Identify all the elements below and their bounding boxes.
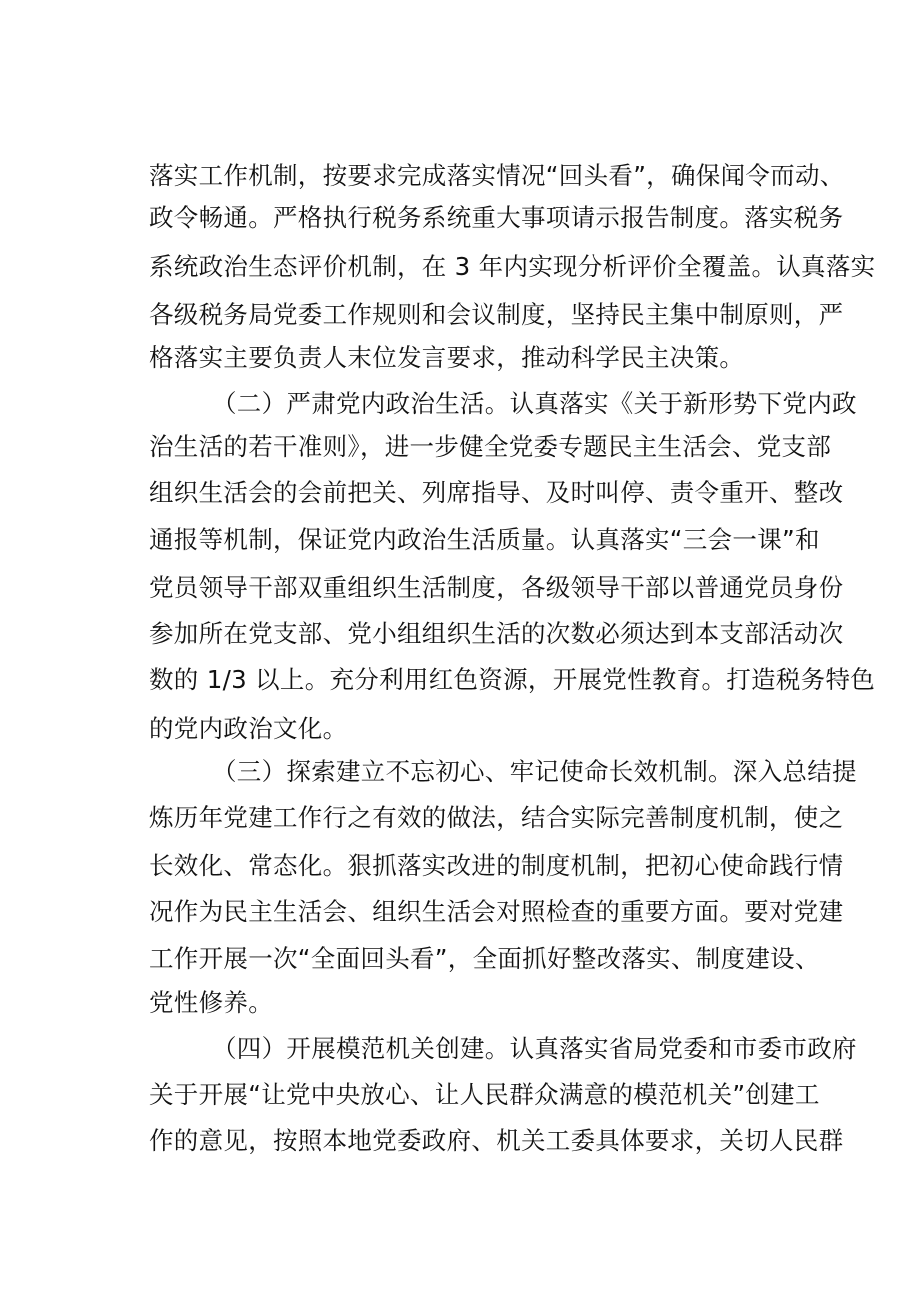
text-line: 作的意见，按照本地党委政府、机关工委具体要求，关切人民群 <box>149 1126 844 1155</box>
text-line: 炼历年党建工作行之有效的做法，结合实际完善制度机制，使之 <box>149 803 844 832</box>
text-line: 工作开展一次“全面回头看”，全面抓好整改落实、制度建设、 <box>149 944 820 973</box>
text-line: 的党内政治文化。 <box>149 714 348 743</box>
text-line: 参加所在党支部、党小组组织生活的次数必须达到本支部活动次 <box>149 619 844 648</box>
text-line: 数的 1/3 以上。充分利用红色资源，开展党性教育。打造税务特色 <box>149 665 876 694</box>
text-line: 党员领导干部双重组织生活制度，各级领导干部以普通党员身份 <box>149 573 844 602</box>
text-line: 长效化、常态化。狠抓落实改进的制度机制，把初心使命践行情 <box>149 851 844 880</box>
text-line: 通报等机制，保证党内政治生活质量。认真落实“三会一课”和 <box>149 525 820 554</box>
paragraph-heading-2: （二）严肃党内政治生活。认真落实《关于新形势下党内政 <box>212 389 857 418</box>
text-line: 组织生活会的会前把关、列席指导、及时叫停、责令重开、整改 <box>149 478 844 507</box>
text-line: 政令畅通。严格执行税务系统重大事项请示报告制度。落实税务 <box>149 203 844 232</box>
text-line: 系统政治生态评价机制，在 3 年内实现分析评价全覆盖。认真落实 <box>149 252 876 281</box>
text-line: 落实工作机制，按要求完成落实情况“回头看”，确保闻令而动、 <box>149 161 845 190</box>
text-line: 治生活的若干准则》，进一步健全党委专题民主生活会、党支部 <box>149 432 832 461</box>
paragraph-heading-3: （三）探索建立不忘初心、牢记使命长效机制。深入总结提 <box>212 757 857 786</box>
text-line: 各级税务局党委工作规则和会议制度，坚持民主集中制原则，严 <box>149 300 844 329</box>
text-line: 关于开展“让党中央放心、让人民群众满意的模范机关”创建工 <box>149 1080 820 1109</box>
paragraph-heading-4: （四）开展模范机关创建。认真落实省局党委和市委市政府 <box>212 1034 857 1063</box>
text-line: 党性修养。 <box>149 988 273 1017</box>
text-line: 格落实主要负责人末位发言要求，推动科学民主决策。 <box>149 343 745 372</box>
text-line: 况作为民主生活会、组织生活会对照检查的重要方面。要对党建 <box>149 897 844 926</box>
